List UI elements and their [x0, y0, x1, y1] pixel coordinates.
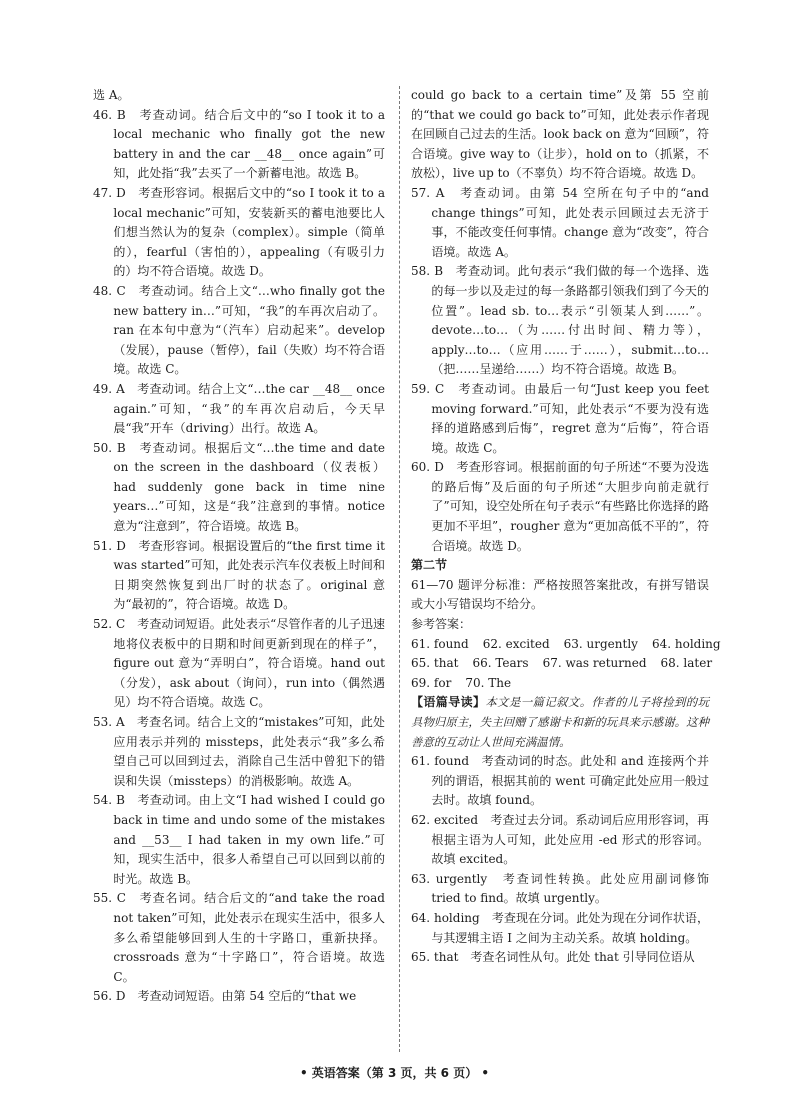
answer-paragraph: 54. B 考查动词。由上文“I had wished I could go back in time and undo some of the mistakes and __53__ I had taken in my own life.”可知，现实生活中，很多人希望自己可以回到以前的时光。故选 B。: [93, 793, 385, 886]
answer-item: 64. holding: [651, 636, 721, 651]
answer-item: 65. that: [411, 656, 459, 671]
explanation-paragraph: 65. that 考查名词性从句。此处 that 引导同位语从: [411, 950, 695, 965]
explanation-paragraph: 63. urgently 考查词性转换。此处应用副词修饰 tried to find。故填 urgently。: [411, 871, 709, 906]
answer-paragraph: 48. C 考查动词。结合上文“…who finally got the new battery in…”可知，“我”的车再次启动了。ran 在本句中意为“（汽车）启动起来”。develop（发展），pause（暂停），fail（失败）均不符合语境。故选 C。: [93, 283, 385, 377]
answer-item: 63. urgently: [563, 636, 638, 651]
answer-paragraph: 58. B 考查动词。此句表示“我们做的每一个选择、选的每一步以及走过的每一条路都引领我们到了今天的位置”。lead sb. to…表示“引领某人到……”。devote…to…（为……付出时间、精力等），apply…to…（应用……于……），submit…to…（把……呈递给……）均不符合语境。故选 B。: [411, 264, 709, 377]
answer-row: [411, 635, 721, 655]
answer-item: 61. found: [411, 636, 469, 651]
answer-item: 68. later: [660, 656, 713, 671]
answer-paragraph: 57. A 考查动词。由第 54 空所在句子中的“and change things”可知，此处表示回顾过去无济于事，不能改变任何事情。change 意为“改变”，符合语境。故选 A。: [411, 185, 709, 259]
answer-paragraph: 49. A 考查动词。结合上文“…the car __48__ once again.”可知，“我”的车再次启动后，今天早晨“我”开车（driving）出行。故选 A。: [93, 381, 385, 436]
answer-row: [411, 654, 713, 674]
section-title: 第二节: [411, 558, 448, 573]
answer-item: 66. Tears: [472, 656, 529, 671]
answer-paragraph: could go back to a certain time”及第 55 空前的“that we could go back to”可知，此处表示作者现在回顾自己过去的生活。look back on 意为“回顾”，符合语境。give way to（让步），hold on to（抓紧，不放松），live up to（不辜负）均不符合语境。故选 D。: [411, 88, 709, 181]
answer-paragraph: 51. D 考查形容词。根据设置后的“the first time it was started”可知，此处表示汽车仪表板上时间和日期突然恢复到出厂时的状态了。original 意为“最初的”，符合语境。故选 D。: [93, 538, 385, 612]
answer-paragraph: 53. A 考查名词。结合上文的“mistakes”可知，此处应用表示并列的 missteps，此处表示“我”多么希望自己可以回到过去，消除自己生活中曾犯下的错误和失误（missteps）的消极影响。故选 A。: [93, 715, 385, 788]
answer-paragraph: 59. C 考查动词。由最后一句“Just keep you feet moving forward.”可知，此处表示“不要为没有选择的道路感到后悔”，regret 意为“后悔”，符合语境。故选 C。: [411, 381, 709, 455]
answer-paragraph: 56. D 考查动词短语。由第 54 空后的“that we: [93, 989, 357, 1004]
answer-paragraph: 47. D 考查形容词。根据后文中的“so I took it to a local mechanic”可知，安装新买的蓄电池要比人们想当然认为的复杂（complex）。simple（简单的），fearful（害怕的），appealing（有吸引力的）均不符合语境。故选 D。: [93, 185, 385, 279]
right-column: [411, 86, 721, 968]
page-footer: • 英语答案（第 3 页，共 6 页） •: [299, 1066, 490, 1080]
answer-item: 62. excited: [482, 636, 550, 651]
answer-paragraph: 52. C 考查动词短语。此处表示“尽管作者的儿子迅速地将仪表板中的日期和时间更新到现在的样子”，figure out 意为“弄明白”，符合语境。hand out（分发），ask about（询问），run into（偶然遇见）均不符合语境。故选 C。: [93, 617, 385, 710]
explanation-paragraph: 62. excited 考查过去分词。系动词后应用形容词，再根据主语为人可知，此处应用 -ed 形式的形容词。故填 excited。: [411, 812, 709, 867]
left-column: [93, 86, 385, 1007]
answer-paragraph: 46. B 考查动词。结合后文中的“so I took it to a local mechanic who finally got the new battery in and the car __48__ once again”可知，此处指“我”去买了一个新蓄电池。故选 B。: [93, 107, 385, 181]
answer-item: 67. was returned: [542, 656, 647, 671]
answer-item: 69. for: [411, 675, 452, 690]
reference-answers-label: 参考答案：: [411, 617, 472, 632]
answer-row: [411, 674, 709, 694]
passage-guide-text: 本文是一篇记叙文。作者的儿子将捡到的玩具物归原主，失主回赠了感谢卡和新的玩具来示感谢。这种善意的互动让人世间充满温情。: [411, 695, 709, 749]
scoring-criteria: 61—70 题评分标准：严格按照答案批改，有拼写错误或大小写错误均不给分。: [411, 577, 709, 612]
explanation-paragraph: 61. found 考查动词的时态。此处和 and 连接两个并列的谓语，根据其前的 went 可确定此处应用一般过去时。故填 found。: [411, 754, 709, 808]
answer-paragraph: 50. B 考查动词。根据后文“…the time and date on the screen in the dashboard（仪表板）had suddenly gone back in time nine years…”可知，这是“我”注意到的事情。notice 意为“注意到”，符合语境。故选 B。: [93, 440, 385, 534]
answer-paragraph: 60. D 考查形容词。根据前面的句子所述“不要为没选的路后悔”及后面的句子所述“大胆步向前走就行了”可知，设空处所在句子表示“有些路比你选择的路更加不平坦”，rougher 意为“更加高低不平的”，符合语境。故选 D。: [411, 460, 709, 553]
answer-paragraph: 选 A。: [93, 88, 130, 102]
explanation-paragraph: 64. holding 考查现在分词。此处为现在分词作状语，与其逻辑主语 I 之间为主动关系。故填 holding。: [411, 910, 709, 945]
answer-item: 70. The: [465, 675, 512, 690]
passage-guide-label: 【语篇导读】: [411, 695, 486, 710]
answer-paragraph: 55. C 考查名词。结合后文的“and take the road not taken”可知，此处表示在现实生活中，很多人多么希望能够回到人生的十字路口，重新抉择。crossroads 意为“十字路口”，符合语境。故选 C。: [93, 891, 385, 984]
column-divider: [399, 86, 400, 1052]
passage-guide: [411, 693, 709, 752]
